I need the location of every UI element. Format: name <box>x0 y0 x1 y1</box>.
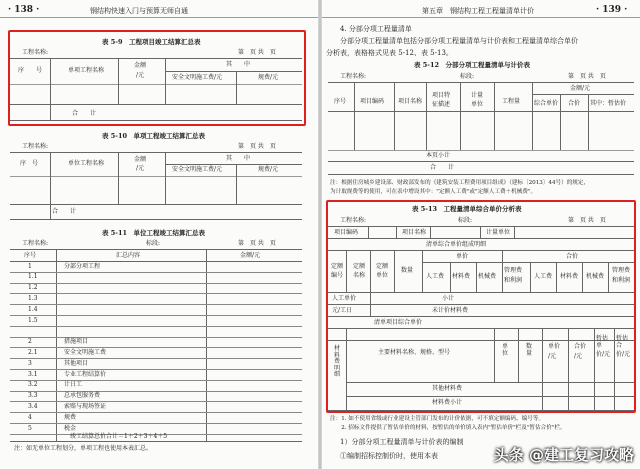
body-text: 1）分部分项工程量清单与计价表的编制 <box>340 438 464 446</box>
row-seq: 1.5 <box>28 316 38 324</box>
table-title: 表 5-11 单位工程竣工结算汇总表 <box>102 229 206 237</box>
row-content: 索赔与现场签证 <box>64 402 107 410</box>
row-content: 其他项目 <box>64 359 89 367</box>
page-header <box>0 2 318 18</box>
grand-total-label: 竣工结算总价合计＝1＋2＋3＋4＋5 <box>70 433 168 440</box>
row-seq: 3.2 <box>28 381 38 389</box>
row-content: 计日工 <box>64 381 83 389</box>
body-text: 分部分项工程量清单包括分部分项工程量清单与计价表和工程量清单综合单价 <box>340 37 578 45</box>
section-heading: 4. 分部分项工程量清单 <box>340 25 412 33</box>
footnote: 注：如无单位工程划分，单项工程也使用本表汇总。 <box>14 445 153 452</box>
highlight-box <box>8 30 306 126</box>
body-text: 分析表，表格格式见表 5-12、表 5-13。 <box>326 49 453 57</box>
row-seq: 5 <box>28 424 32 432</box>
row-seq: 1 <box>28 262 32 270</box>
item-header: 单项工程名称 <box>68 67 105 74</box>
row-seq: 1.2 <box>28 284 38 292</box>
page-number: · 139 · <box>596 5 628 15</box>
table-title: 表 5-12 分部分项工程量清单与计价表 <box>414 61 531 69</box>
row-content: 规费 <box>64 413 77 421</box>
row-seq: 2.1 <box>28 348 38 356</box>
row-content: 税金 <box>64 424 77 432</box>
row-seq: 4 <box>28 413 32 421</box>
row-content: 总承包服务费 <box>64 392 101 400</box>
left-page: · 138 · 钢结构快速入门与预算无师自通 表 5-9 工程项目竣工结算汇总表 工程名称: 第 页 共 页 序 号 单项工程名称 金额 /元 其 中 安全文明施工费/元 规费/元 合 计 表 5-10 单项工程竣工结算汇总表 工程名称: 第 页 共 页 序 号 单位工程名称 金额 /元 其 中 安全文明施工费/元 规费/元 合 计 表 5-11 单位工程竣工结算汇总表 工程名称: 标段: 第 页 共 页 序号 汇总内容 金额/元 1 分部分项工程 1.1 1.2 1.3 1.4 1.5 2 措施项目 2.1 安全文明施工费 3 其他项目 3.1 专业工程结算价 3.2 计日工 3.3 总承包服务费 3.4 索赔与现场签证 4 规费 5 税金 竣工结算总价合计＝1＋2＋3＋4＋5 注：如无单位工程划分，单项工程也使用本表汇总。 <box>0 0 318 469</box>
row-seq: 3.1 <box>28 370 38 378</box>
row-seq: 3.3 <box>28 392 38 400</box>
footnote: 2. 招标文件提供了暂估单价的材料，按暂估的单价填入表内"暂估单价"栏及"暂估合价"栏。 <box>330 425 566 431</box>
row-seq: 1.3 <box>28 294 38 302</box>
body-text: ①编制招标控制价时，使用本表 <box>340 452 438 460</box>
table-title: 表 5-13 工程量清单综合单价分析表 <box>412 205 522 213</box>
seq-header: 序 号 <box>18 67 43 74</box>
running-title: 钢结构快速入门与预算无师自通 <box>90 7 188 15</box>
row-content: 专业工程结算价 <box>64 370 107 378</box>
row-seq: 2 <box>28 338 32 346</box>
row-content: 安全文明施工费 <box>64 348 107 356</box>
row-seq: 1.1 <box>28 273 38 281</box>
row-seq: 3.4 <box>28 402 38 410</box>
page-header <box>322 2 640 18</box>
row-seq: 3 <box>28 359 32 367</box>
row-seq: 1.4 <box>28 305 38 313</box>
table-title: 表 5-10 单项工程竣工结算汇总表 <box>102 132 206 140</box>
project-name-label: 工程名称: <box>22 49 49 56</box>
page-number: · 138 · <box>8 5 40 15</box>
footnote: 注：根据住房城乡建设部、财政部发布的《建筑安装工程费用项目组成》（建标〔2013〕44号）的规定， <box>330 180 590 186</box>
page-count-label: 第 页 共 页 <box>238 49 276 56</box>
row-content: 分部分项工程 <box>64 262 101 270</box>
right-page: 第五章 钢结构工程工程量清单计价 · 139 · 4. 分部分项工程量清单 分部分项工程量清单包括分部分项工程量清单与计价表和工程量清单综合单价 分析表，表格格式见表 5-12、表 5-13。 表 5-12 分部分项工程量清单与计价表 工程名称: 标段: 第 页 共 页 序号 项目编码 项目名称 项目特 征描述 计量 单位 工程量 金额/元 综合单价 合价 其中：暂估价 本页小计 合 计 注：根据住房城乡建设部、财政部发布的《建筑安装工程费用项目组成》（建标〔2013〕44号）的规定， 为计取规费等的使用，可在表中增设其中："定额人工费"或"定额人工费＋机械费"。 表 5-13 工程量清单综合单价分析表 工程名称: 标段: 第 页 共 页 项目编码 项目名称 计量单位 清单综合单价组成明细 定额 编号 定额 名称 定额 单位 数量 单价 合价 人工费 材料费 机械费 管理费 和利润 人工费 材料费 机械费 管理费 和利润 人工单价 小计 元/工日 未计价材料费 清单项目综合单价 材料费明细 主要材料名称、规格、型号 单位 数量 单价 /元 合价 /元 暂估单 价/元 暂估合 价/元 其他材料费 材料费小计 注：1. 如不使用省级或行业建设主管部门发布的计价依据，可不填定额编码、编号等。 2. 招标文件提供了暂估单价的材料，按暂估的单价填入表内"暂估单价"栏及"暂估合价"栏。 1）分部分项工程量清单与计价表的编制 ①编制招标控制价时，使用本表 <box>322 0 640 469</box>
footnote: 为计取规费等的使用，可在表中增设其中："定额人工费"或"定额人工费＋机械费"。 <box>330 189 537 195</box>
footnote: 注：1. 如不使用省级或行业建设主管部门发布的计价依据，可不填定额编码、编号等。 <box>330 416 545 422</box>
row-content: 措施项目 <box>64 338 89 346</box>
watermark: 头条 @建工复习攻略 <box>493 446 634 464</box>
total-row-label: 合 计 <box>72 110 97 117</box>
running-title: 第五章 钢结构工程工程量清单计价 <box>422 7 534 15</box>
amount-header: 金额 <box>134 62 147 69</box>
table-title: 表 5-9 工程项目竣工结算汇总表 <box>102 38 201 46</box>
highlight-box <box>326 200 636 413</box>
